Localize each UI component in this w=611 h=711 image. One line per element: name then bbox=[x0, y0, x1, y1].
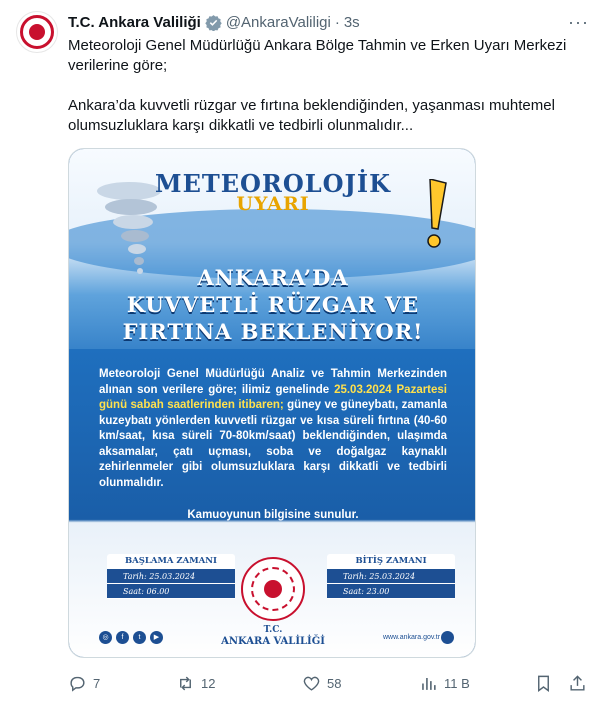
social-icons bbox=[99, 631, 163, 644]
views-button[interactable] bbox=[419, 672, 470, 694]
twitter-icon: t bbox=[133, 631, 146, 644]
media-image[interactable] bbox=[68, 148, 476, 658]
bookmark-button[interactable] bbox=[534, 672, 553, 694]
avatar-seal-icon bbox=[20, 15, 54, 49]
like-count: 58 bbox=[327, 675, 342, 691]
headline-line-3: FIRTINA BEKLENİYOR! bbox=[122, 319, 424, 344]
retweet-count: 12 bbox=[201, 675, 216, 691]
reply-button[interactable] bbox=[68, 672, 100, 694]
card-notice: Kamuoyunun bilgisine sunulur. bbox=[187, 509, 359, 521]
views-count: 11 B bbox=[444, 675, 470, 691]
facebook-icon: f bbox=[116, 631, 129, 644]
end-time: Saat: 23.00 bbox=[327, 584, 455, 599]
start-date: Tarih: 25.03.2024 bbox=[107, 569, 235, 584]
more-options-icon[interactable]: ··· bbox=[568, 12, 589, 32]
start-time: Saat: 06.00 bbox=[107, 584, 235, 599]
retweet-icon bbox=[176, 674, 195, 693]
share-button[interactable] bbox=[568, 672, 587, 694]
tweet-paragraph-1: Meteoroloji Genel Müdürlüğü Ankara Bölge Tahmin ve Erken Uyarı Merkezi verilerine göre; bbox=[68, 37, 567, 74]
like-button[interactable] bbox=[302, 672, 341, 694]
retweet-button[interactable] bbox=[176, 672, 215, 694]
end-time-box bbox=[327, 554, 455, 599]
card-subtitle: UYARI bbox=[236, 193, 310, 215]
separator: · bbox=[334, 13, 340, 31]
account-name[interactable]: T.C. Ankara Valiliği bbox=[68, 13, 201, 31]
instagram-icon: ◎ bbox=[99, 631, 112, 644]
card-title: METEOROLOJİK bbox=[155, 169, 391, 198]
account-handle[interactable]: @AnkaraValiligi bbox=[225, 13, 331, 31]
org-line-2: ANKARA VALİLİĞİ bbox=[221, 636, 325, 647]
headline-line-2: KUVVETLİ RÜZGAR VE bbox=[126, 292, 420, 317]
tweet-paragraph-2: Ankara’da kuvvetli rüzgar ve fırtına beklendiğinden, yaşanması muhtemel olumsuzluklara karşı dikkatli ve tedbirli olunmalıdır... bbox=[68, 97, 555, 134]
verified-badge-icon bbox=[205, 14, 222, 31]
start-time-box bbox=[107, 554, 235, 599]
date-highlight: 25.03.2024 Pazartesi günü sabah saatlerinden itibaren; bbox=[99, 383, 448, 411]
card-body-text: Meteoroloji Genel Müdürlüğü Analiz ve Tahmin Merkezinden alınan son verilere göre; ilimiz genelinde 25.03.2024 Pazartesi günü sabah saatlerinden itibaren; güney ve güneybatı, zamanla kuzeybatı yönlerden kuvvetli rüzgar ve kısa süreli fırtına (40-60 km/saat, kısa süreli 70-80km/saat) beklendiğinden, ulaşımda aksamalar, çatı uçması, soba ve doğalgaz kaynaklı zehirlenmeler gibi olumsuzluklara karşı dikkatli ve tedbirli olunmalıdır. bbox=[99, 368, 448, 489]
end-date: Tarih: 25.03.2024 bbox=[327, 569, 455, 584]
reply-count: 7 bbox=[93, 675, 101, 691]
governorship-seal-icon bbox=[241, 557, 305, 621]
avatar[interactable] bbox=[16, 11, 58, 53]
headline-line-1: ANKARA’DA bbox=[197, 265, 349, 290]
website-text: www.ankara.gov.tr bbox=[383, 634, 441, 641]
tweet-header bbox=[68, 12, 360, 32]
bookmark-icon bbox=[534, 674, 553, 693]
share-icon bbox=[568, 674, 587, 693]
end-label: BİTİŞ ZAMANI bbox=[327, 554, 455, 569]
globe-icon bbox=[441, 631, 454, 644]
tweet-text bbox=[68, 36, 598, 136]
youtube-icon: ▶ bbox=[150, 631, 163, 644]
views-icon bbox=[419, 674, 438, 693]
heart-icon bbox=[302, 674, 321, 693]
tweet-actions bbox=[68, 672, 598, 694]
start-label: BAŞLAMA ZAMANI bbox=[107, 554, 235, 569]
timestamp[interactable]: 3s bbox=[343, 13, 360, 31]
org-line-1: T.C. bbox=[263, 625, 283, 635]
reply-icon bbox=[68, 674, 87, 693]
